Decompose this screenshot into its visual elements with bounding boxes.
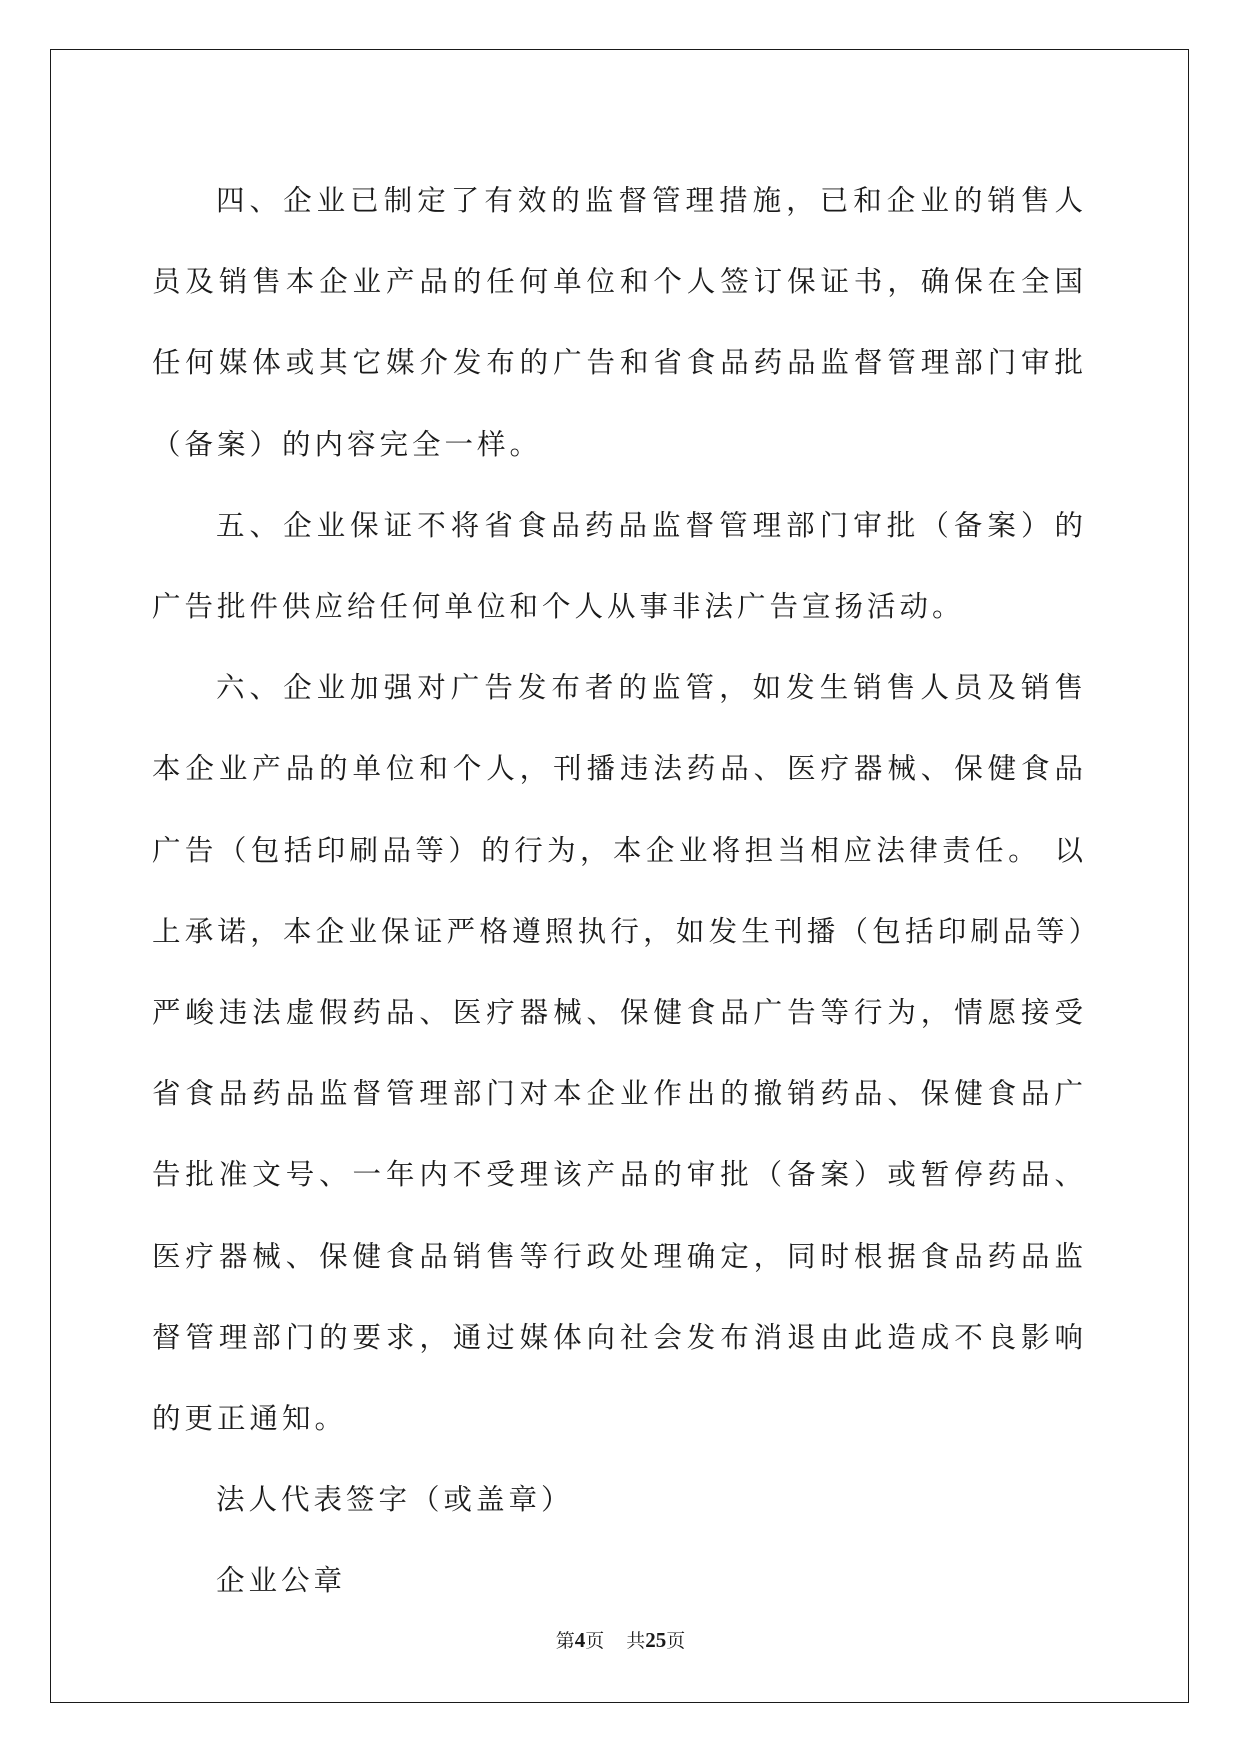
total-prefix: 共 [626,1630,646,1652]
total-pages: 25 [645,1628,667,1652]
seal-line: 企业公章 [216,1564,347,1598]
total-suffix: 页 [666,1630,686,1652]
signature-line: 法人代表签字（或盖章） [216,1483,574,1517]
paragraph-four: 四、企业已制定了有效的监督管理措施，已和企业的销售人员及销售本企业产品的任何单位和个人签订保证书，确保在全国任何媒体或其它媒介发布的广告和省食品药品监督管理部门审批（备案）的内容完全一样。 [152,184,1087,461]
page-number: 4 [574,1628,586,1652]
document-body [152,160,1087,1622]
paragraph-five: 五、企业保证不将省食品药品监督管理部门审批（备案）的广告批件供应给任何单位和个人从事非法广告宣扬活动。 [152,508,1087,624]
paragraph-six: 六、企业加强对广告发布者的监管，如发生销售人员及销售本企业产品的单位和个人，刊播违法药品、医疗器械、保健食品广告（包括印刷品等）的行为，本企业将担当相应法律责任。 以上承诺，本企业保证严格遵照执行，如发生刊播（包括印刷品等）严峻违法虚假药品、医疗器械、保健食品广告等行为，情愿接受省食品药品监督管理部门对本企业作出的撤销药品、保健食品广告批准文号、一年内不受理该产品的审批（备案）或暂停药品、医疗器械、保健食品销售等行政处理确定，同时根据食品药品监督管理部门的要求，通过媒体向社会发布消退由此造成不良影响的更正通知。 [152,671,1087,1436]
page-suffix: 页 [585,1630,605,1652]
page-prefix: 第 [555,1630,575,1652]
page-footer [0,1628,1241,1653]
